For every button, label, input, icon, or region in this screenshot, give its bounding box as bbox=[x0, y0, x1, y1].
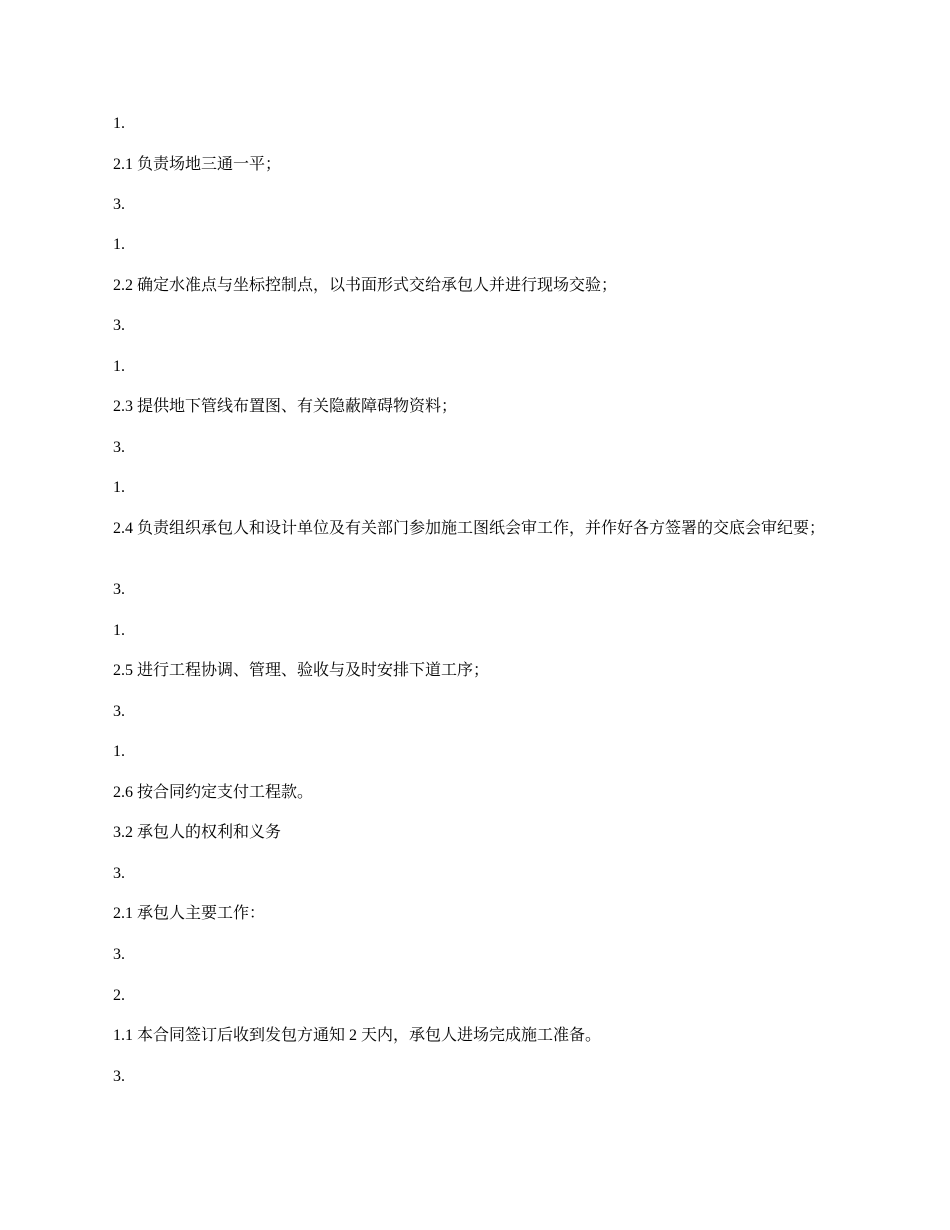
paragraph: 1. bbox=[113, 622, 125, 639]
paragraph: 3. bbox=[113, 1068, 125, 1085]
paragraph: 2.2 确定水准点与坐标控制点，以书面形式交给承包人并进行现场交验； bbox=[113, 277, 618, 294]
paragraph: 1. bbox=[113, 358, 125, 375]
paragraph: 3. bbox=[113, 703, 125, 720]
paragraph: 2.1 承包人主要工作： bbox=[113, 905, 266, 922]
paragraph: 2.3 提供地下管线布置图、有关隐蔽障碍物资料； bbox=[113, 398, 458, 415]
paragraph: 2. bbox=[113, 987, 125, 1004]
paragraph: 2.1 负责场地三通一平； bbox=[113, 156, 282, 173]
paragraph: 3. bbox=[113, 439, 125, 456]
paragraph: 3.2 承包人的权利和义务 bbox=[113, 824, 282, 841]
paragraph: 3. bbox=[113, 865, 125, 882]
paragraph: 2.4 负责组织承包人和设计单位及有关部门参加施工图纸会审工作，并作好各方签署的交底会审纪要； bbox=[113, 520, 826, 537]
paragraph: 3. bbox=[113, 196, 125, 213]
paragraph: 1. bbox=[113, 479, 125, 496]
paragraph: 2.6 按合同约定支付工程款。 bbox=[113, 784, 314, 801]
paragraph: 3. bbox=[113, 317, 125, 334]
paragraph: 1.1 本合同签订后收到发包方通知 2 天内，承包人进场完成施工准备。 bbox=[113, 1027, 602, 1044]
paragraph: 3. bbox=[113, 581, 125, 598]
paragraph: 1. bbox=[113, 115, 125, 132]
paragraph: 1. bbox=[113, 236, 125, 253]
paragraph: 3. bbox=[113, 946, 125, 963]
paragraph: 2.5 进行工程协调、管理、验收与及时安排下道工序； bbox=[113, 662, 490, 679]
paragraph: 1. bbox=[113, 743, 125, 760]
